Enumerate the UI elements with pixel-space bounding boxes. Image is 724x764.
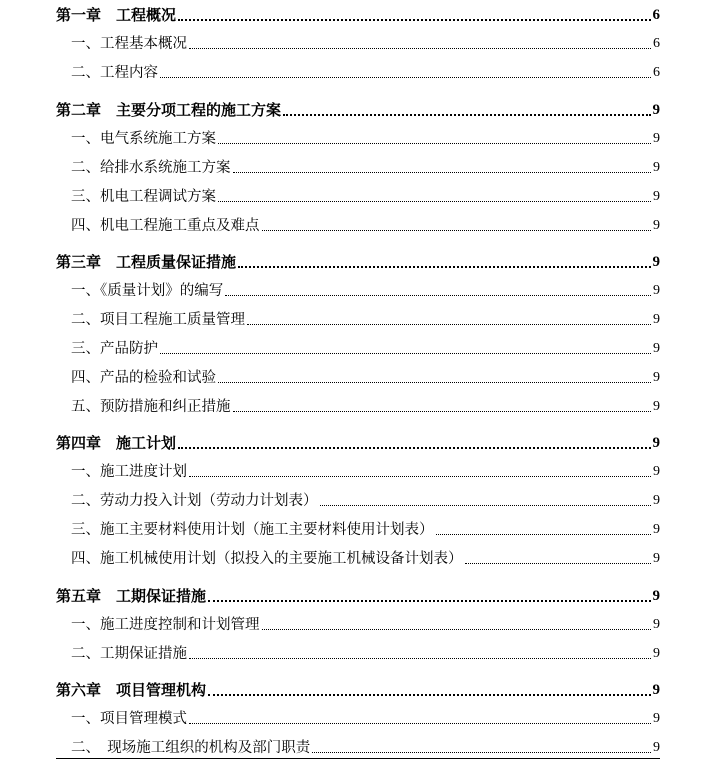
dot-leader (218, 381, 651, 383)
dot-leader (208, 599, 650, 602)
toc-page-number: 9 (653, 370, 660, 385)
toc-page-number: 9 (652, 254, 660, 270)
toc-entry-title: 一、施工进度计划 (71, 464, 187, 480)
toc-section-entry[interactable] (71, 307, 660, 329)
toc-page-number: 9 (652, 588, 660, 604)
toc-chapter-entry[interactable] (56, 583, 660, 605)
toc-page-number: 9 (653, 551, 660, 566)
toc-section-entry[interactable] (71, 706, 660, 728)
dot-leader (312, 751, 651, 753)
toc-chapter-entry[interactable] (56, 2, 660, 24)
toc-section-entry[interactable] (71, 126, 660, 148)
toc-entry-title: 二、劳动力投入计划（劳动力计划表） (71, 493, 318, 509)
dot-leader (160, 352, 651, 354)
toc-entry-title: 第一章 工程概况 (56, 6, 177, 24)
toc-entry-title: 四、机电工程施工重点及难点 (71, 218, 260, 234)
toc-page-number: 9 (652, 435, 660, 451)
toc-chapter-entry[interactable] (56, 97, 660, 119)
toc-entry-title: 二、工程内容 (71, 65, 158, 81)
toc-page-number: 9 (653, 341, 660, 356)
toc-entry-title: 三、产品防护 (71, 341, 158, 357)
toc-page-number: 9 (653, 283, 660, 298)
toc-entry-title: 一、施工进度控制和计划管理 (71, 617, 260, 633)
toc-entry-title: 第六章 项目管理机构 (56, 681, 207, 699)
dot-leader (189, 722, 651, 724)
toc-page-number: 9 (653, 312, 660, 327)
toc-page-number: 6 (653, 36, 660, 51)
toc-section-entry[interactable] (71, 394, 660, 416)
toc-entry-title: 一、电气系统施工方案 (71, 131, 216, 147)
toc-page-number: 9 (653, 740, 660, 755)
toc-section-entry[interactable] (71, 459, 660, 481)
dot-leader (283, 113, 650, 116)
toc-page-number: 9 (652, 102, 660, 118)
toc-section-entry[interactable] (71, 612, 660, 634)
dot-leader (178, 18, 650, 21)
toc-entry-title: 二、项目工程施工质量管理 (71, 312, 245, 328)
toc-section-entry[interactable] (71, 336, 660, 358)
toc-page-number: 6 (652, 7, 660, 23)
dot-leader (218, 142, 651, 144)
toc-section-entry[interactable] (71, 365, 660, 387)
dot-leader (465, 562, 652, 564)
toc-page-number: 9 (653, 131, 660, 146)
toc-page-number: 9 (653, 646, 660, 661)
toc-section-entry[interactable] (71, 31, 660, 53)
toc-entry-title: 第三章 工程质量保证措施 (56, 253, 237, 271)
dot-leader (262, 229, 652, 231)
toc-page-number: 9 (653, 711, 660, 726)
toc-section-entry[interactable] (71, 517, 660, 539)
toc-page-number: 9 (653, 399, 660, 414)
toc-page-number: 9 (653, 218, 660, 233)
dot-leader (233, 410, 652, 412)
toc-section-entry[interactable] (71, 60, 660, 82)
toc-entry-title: 三、机电工程调试方案 (71, 189, 216, 205)
toc-entry-title: 第五章 工期保证措施 (56, 587, 207, 605)
toc-section-entry[interactable] (71, 184, 660, 206)
dot-leader (238, 265, 650, 268)
toc-entry-title: 五、预防措施和纠正措施 (71, 399, 231, 415)
dot-leader (208, 693, 650, 696)
toc-entry-title: 二、工期保证措施 (71, 646, 187, 662)
dot-leader (262, 628, 652, 630)
footer-rule (56, 758, 660, 759)
toc-section-entry[interactable] (71, 278, 660, 300)
dot-leader (189, 657, 651, 659)
toc-entry-title: 三、施工主要材料使用计划（施工主要材料使用计划表） (71, 522, 434, 538)
toc-entry-title: 二、 现场施工组织的机构及部门职责 (71, 740, 311, 756)
dot-leader (160, 76, 651, 78)
dot-leader (320, 504, 652, 506)
dot-leader (189, 475, 651, 477)
dot-leader (218, 200, 651, 202)
toc-chapter-entry[interactable] (56, 677, 660, 699)
toc-section-entry[interactable] (71, 735, 660, 757)
dot-leader (189, 47, 651, 49)
toc-entry-title: 四、产品的检验和试验 (71, 370, 216, 386)
toc-chapter-entry[interactable] (56, 249, 660, 271)
toc-page-number: 9 (653, 617, 660, 632)
toc-entry-title: 二、给排水系统施工方案 (71, 160, 231, 176)
toc-page-number: 9 (653, 189, 660, 204)
toc-page-number: 9 (653, 160, 660, 175)
toc-section-entry[interactable] (71, 155, 660, 177)
toc-entry-title: 第二章 主要分项工程的施工方案 (56, 101, 282, 119)
toc-page-number: 9 (653, 522, 660, 537)
dot-leader (436, 533, 652, 535)
toc-page-number: 9 (653, 464, 660, 479)
toc-entry-title: 一、工程基本概况 (71, 36, 187, 52)
toc-entry-title: 一、《质量计划》的编写 (71, 283, 224, 299)
toc-page-number: 9 (652, 682, 660, 698)
dot-leader (178, 446, 650, 449)
toc-section-entry[interactable] (71, 546, 660, 568)
dot-leader (233, 171, 652, 173)
toc-entry-title: 四、施工机械使用计划（拟投入的主要施工机械设备计划表） (71, 551, 463, 567)
dot-leader (247, 323, 651, 325)
toc-section-entry[interactable] (71, 213, 660, 235)
toc-page-number: 9 (653, 493, 660, 508)
toc-section-entry[interactable] (71, 641, 660, 663)
toc-section-entry[interactable] (71, 488, 660, 510)
toc-entry-title: 第四章 施工计划 (56, 434, 177, 452)
toc-entry-title: 一、项目管理模式 (71, 711, 187, 727)
dot-leader (225, 294, 651, 296)
toc-page-number: 6 (653, 65, 660, 80)
toc-chapter-entry[interactable] (56, 430, 660, 452)
